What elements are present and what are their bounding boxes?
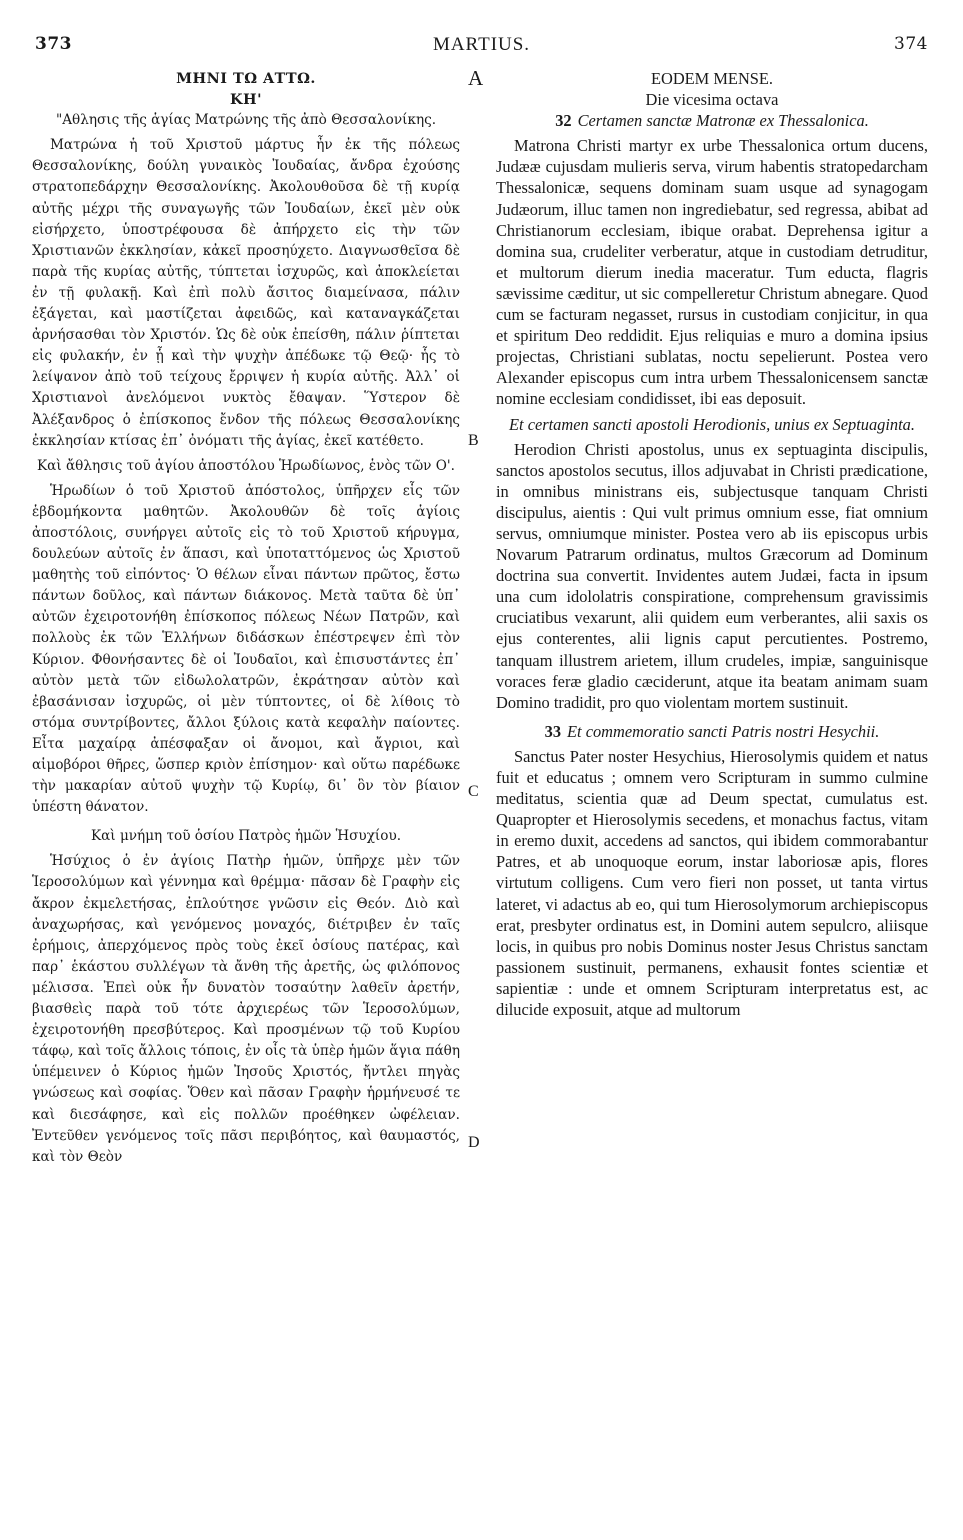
greek-title-herodion: Καὶ ἄθλησις τοῦ ἁγίου ἀποστόλου Ἡρωδίωνος, ἑνὸς τῶν Ο'. (37, 457, 455, 474)
page-number-left: 373 (35, 34, 72, 54)
latin-title-hesychius (496, 721, 928, 742)
margin-letter-d: D (468, 1134, 480, 1151)
latin-day-heading: Die vicesima octava (645, 90, 779, 110)
greek-month-heading: ΜΗΝΙ ΤΩ ΑΤΤΩ. (176, 70, 316, 87)
greek-text-herodion: Ἡρωδίων ὁ τοῦ Χριστοῦ ἀπόστολος, ὑπῆρχεν εἷς τῶν ἑβδομήκοντα μαθητῶν. Ἀκολουθῶν δὲ τοῖς ἁγίοις ἀποστόλοις, συνήργει αὐτοῖς εἰς τὸ τοῦ Χριστοῦ κήρυγμα, δουλεύων αὐτοῖς ἐν ἅπασι, καὶ ὑποταττόμενος ὡς Χριστοῦ μαθητὴς τοῦ εἰπόντος· Ὁ θέλων εἶναι πάντων πρῶτος, ἔστω πάντων δοῦλος, καὶ πάντων διάκονος. Μετὰ ταῦτα δὲ ὑπ᾽ αὐτῶν ἐχειροτονήθη ἐπίσκοπος πόλεως Νέων Πατρῶν, καὶ πολλοὺς ἐκ τῶν Ἑλλήνων διδάσκων ἐπέστρεψεν ἐπὶ τὸν Κύριον. Φθονήσαντες δὲ οἱ Ἰουδαῖοι, καὶ ἐπισυστάντες ἐπ᾽ αὐτὸν μετὰ τῶν εἰδωλολατρῶν, ἐκράτησαν αὐτὸν καὶ ἐβασάνισαν ἰσχυρῶς, οἱ μὲν τύπτοντες, οἱ δὲ λίθοις τὸ στόμα συντρίβοντες, ἄλλοι ξύλοις κατὰ κεφαλὴν παίοντες. Εἶτα μαχαίρᾳ ἀπέσφαξαν οἱ ἄνομοι, καὶ ἄγριοι, καὶ αἱμοβόροι θῆρες, ὥσπερ κριὸν ἐπίσημον· καὶ οὕτω παρέδωκε τὴν μακαρίαν αὐτοῦ ψυχὴν τῷ Κυρίῳ, δι᾽ ὃν τὸν βίαιον ὑπέστη θάνατον. (32, 482, 460, 816)
latin-text-herodion: Herodion Christi apostolus, unus ex septuaginta discipulis, sanctos apostolos secutus, illos adjuvabat in Christi prædicatione, in omnibus ministrans eis, subjectusque tanquam Christi discipulus, aientis : Qui vult primus omnium esse, fiat omnium servus, omniumque minister. Postea vero ab iis episcopus urbis Novarum Patrarum ordinatus, multos Græcorum ad Dominum doctrina sua convertit. Invidentes autem Judæi, facta in ipsum una cum idololatris conspiratione, comprehensum gravissimis cruciatibus vexarunt, alii quidem eum verberantes, alii saxis os ejus conterentes, alii lignis caput percutientes. Postremo, tanquam illustrem arietem, illum crudeles, impiæ, sanguinisque voraces feræ gladio cæciderunt, atque ita beatam animam suam Domino tradidit, pro quo violentam mortem sustinuit. (496, 439, 928, 712)
greek-text-hesychius: Ἡσύχιος ὁ ἐν ἁγίοις Πατὴρ ἡμῶν, ὑπῆρχε μὲν τῶν Ἱεροσολύμων καὶ γέννημα καὶ θρέμμα· πᾶσαν δὲ Γραφὴν εἰς ἄκρον ἐκμελετήσας, ἐπλούτησε γνῶσιν εἰς Θεόν. Διὸ καὶ ἀναχωρήσας, καὶ γενόμενος μοναχός, διέτριβεν ἐν ταῖς ἐρήμοις, ἀπερχόμενος πρὸς τοὺς ἐκεῖ ὁσίους πατέρας, καὶ παρ᾽ ἑκάστου συλλέγων τὰ ἄνθη τῆς ἀρετῆς, ὡς φιλόπονος μέλισσα. Ἐπεὶ οὐκ ἦν δυνατὸν τοσαύτην λαθεῖν ἀρετήν, βιασθεὶς παρὰ τοῦ τότε ἀρχιερέως τῶν Ἱεροσολύμων, ἐχειροτονήθη πρεσβύτερος. Καὶ προσμένων τῷ τοῦ Κυρίου τάφῳ, καὶ τοῖς ἄλλοις τόποις, ἐν οἷς τὰ ὑπὲρ ἡμῶν ἅγια πάθη ὑπέμεινεν ὁ Κύριος ἡμῶν Ἰησοῦς Χριστός, ἤντλει πηγὰς γνώσεως καὶ σοφίας. Ὅθεν καὶ πᾶσαν Γραφὴν ἡρμήνευσέ τε καὶ διεσάφησε, καὶ εἰς πολλῶν προέθηκεν ὠφέλειαν. Ἐντεῦθεν γενόμενος τοῖς πᾶσι περιβόητος, καὶ θαυμαστός, καὶ τὸν Θεὸν (32, 853, 460, 1165)
latin-column (496, 68, 928, 1020)
latin-title-herodion: Et certamen sancti apostoli Herodionis, unius ex Septuaginta. (509, 414, 915, 434)
latin-title-matrona-text: Certamen sanctæ Matronæ ex Thessalonica. (577, 111, 869, 131)
latin-month-heading: EODEM MENSE. (650, 69, 774, 88)
latin-text-hesychius: Sanctus Pater noster Hesychius, Hierosolymis quidem et natus fuit et educatus ; omnem vero Scripturam in summo culmine meditatus, scientia quæ ad Deum spectat, cumulatus est. Quapropter et Hierosolymis secedens, et monachus factus, vitam in eremo duxit, accedens ad sanctos, qui ibidem commorabantur Patres, et ab unoquoque eorum, instar laboriosæ apis, flores virtutum colligens. Cum vero fieri non posset, ut tanta virtus lateret, vi adactus ab eo, qui tum Hierosolymorum archiepiscopus erat, presbyter ordinatus est, in Domini autem sepulcro, aliisque locis, in quibus pro nobis Dominus noster Jesus Christus sanctam passionem sustinuit, permanens, exhausit fontes scientiæ et sapientiæ : unde et omnem Scripturam interpretatus est, ac dilucide exposuit, atque ad multorum (496, 746, 928, 1020)
section-number-32: 32 (555, 111, 572, 131)
margin-letter-c: C (468, 783, 479, 800)
section-number-33: 33 (544, 721, 562, 741)
greek-title-matrona: "Αθλησις τῆς ἁγίας Ματρώνης τῆς ἀπὸ Θεσσαλονίκης. (55, 112, 437, 129)
latin-text-matrona: Matrona Christi martyr ex urbe Thessalonica ortum ducens, Judææ cujusdam mulieris serva, virum habentis stratopedarcham Thessalonicæ, sequens dominam suam usque ad synagogam Judæorum, illuc tamen non ingrediebatur, sed regressa, abibat ad Christianorum ecclesiam, ibique orabat. Deprehensa igitur a domina sua, crudeliter verberatur, atque in custodiam detruditur, et multorum dierum inedia maceratur. Tum educta, flagris sævissime cæditur, ut sic compelleretur Christum abnegare. Quod cum se facturam negasset, rursus in custodiam conjicitur, in qua et spiritum Deo reddidit. Ejus reliquias e muro a domina ipsius projectas, Christiani sublatas, noctu sepelierunt. Postea vero Alexander episcopus cum intra urbem Thessalonicensem sanctæ nomine ecclesiam condidisset, ibi eas deposuit. (496, 136, 928, 409)
running-title: MARTIUS. (432, 34, 531, 55)
margin-letter-b: B (468, 432, 479, 449)
greek-column (32, 68, 460, 1168)
latin-title-hesychius-text: Et commemoratio sancti Patris nostri Hesychii. (567, 721, 880, 741)
greek-day-heading: ΚΗ' (229, 91, 262, 109)
margin-letter-a: A (468, 66, 484, 90)
greek-title-hesychius: Καὶ μνήμη τοῦ ὁσίου Πατρὸς ἡμῶν Ἡσυχίου. (90, 828, 402, 845)
latin-title-matrona (496, 110, 928, 131)
page-number-right: 374 (894, 34, 928, 54)
greek-text-matrona: Ματρώνα ἡ τοῦ Χριστοῦ μάρτυς ἦν ἐκ τῆς πόλεως Θεσσαλονίκης, δούλη γυναικὸς Ἰουδαίας, ἄνδρα ἐχούσης στρατοπεδάρχην Θεσσαλονίκης. Ἀκολουθοῦσα δὲ τῇ κυρίᾳ αὐτῆς μέχρι τῆς συναγωγῆς τῶν Ἰουδαίων, ἐκεῖ μὲν οὐκ εἰσήρχετο, ὑποστρέφουσα δὲ ἀπήρχετο εἰς τὴν τῶν Χριστιανῶν ἐκκλησίαν, κἀκεῖ προσηύχετο. Διαγνωσθεῖσα δὲ παρὰ τῆς κυρίας αὐτῆς, τύπτεται ἰσχυρῶς, καὶ ἀποκλείεται ἐν τῇ φυλακῇ. Καὶ ἐπὶ πολὺ ἄσιτος διαμείνασα, πάλιν ἐξάγεται, καὶ μαστίζεται ἀφειδῶς, καὶ καταναγκάζεται ἀρνήσασθαι τὸν Χριστόν. Ὡς δὲ οὐκ ἐπείσθη, πάλιν ῥίπτεται εἰς φυλακήν, ἐν ᾗ καὶ τὴν ψυχὴν ἀπέδωκε τῷ Θεῷ· ἧς τὸ λείψανον ἀπὸ τοῦ τείχους ἔρριψεν ἡ κυρία αὐτῆς. Ἀλλ᾽ οἱ Χριστιανοὶ ἀνελόμενοι νυκτὸς ἔθαψαν. Ὕστερον δὲ Ἀλέξανδρος ὁ ἐπίσκοπος ἔνδον τῆς πόλεως Θεσσαλονίκης ἐκκλησίαν κτίσας ἐπ᾽ ὀνόματι τῆς ἁγίας, ἐκεῖ κατέθετο. (32, 137, 460, 449)
